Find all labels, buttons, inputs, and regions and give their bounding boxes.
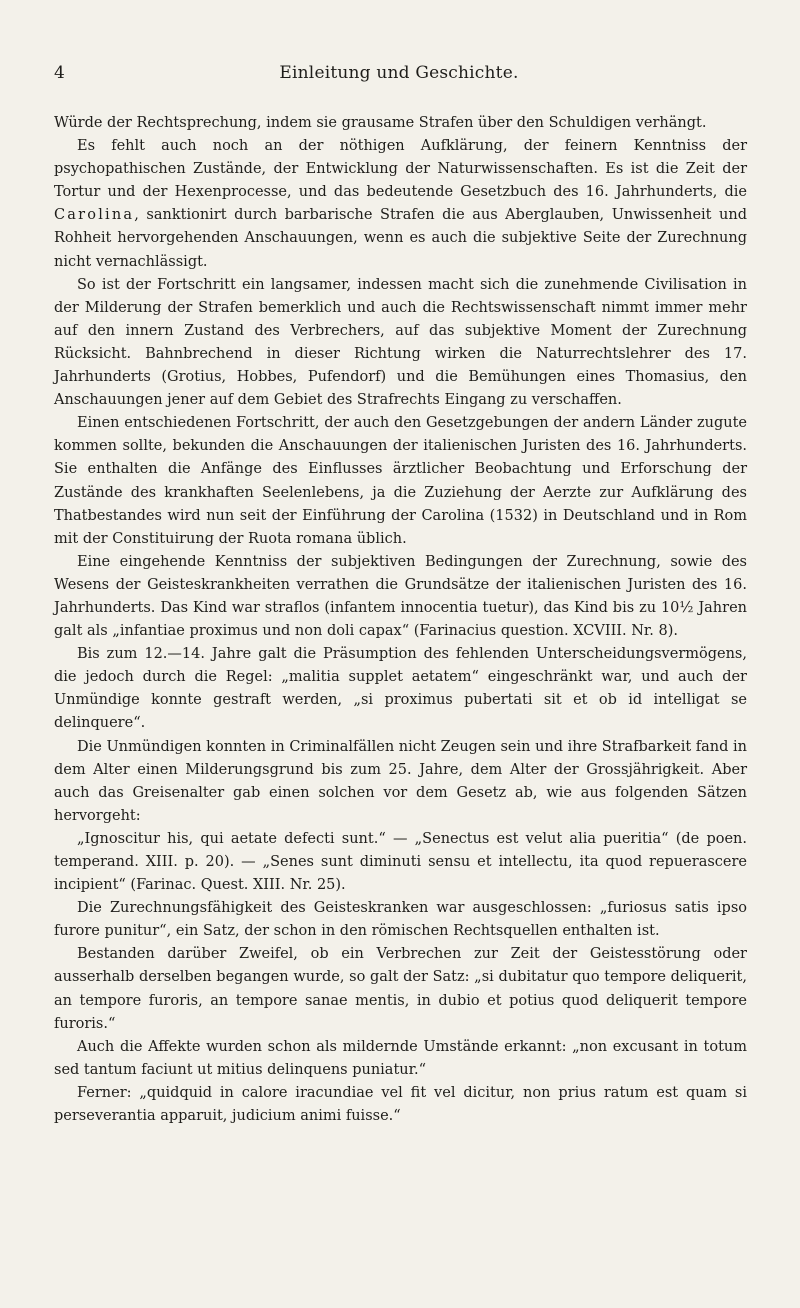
paragraph: Bis zum 12.—14. Jahre galt die Präsumption des fehlenden Unterscheidungsvermögens, die jedoch durch die Regel: „malitia supplet aetatem“ eingeschränkt war, und auch der Unmündige konnte gestraft werden, „si proximus pubertati sit et ob id intelligat se delinquere“.	[54, 646, 747, 732]
page-header	[54, 63, 744, 85]
paragraph: Ferner: „quidquid in calore iracundiae vel fit vel dicitur, non prius ratum est quam si perseverantia apparuit, judicium animi fuisse.“	[54, 1084, 747, 1125]
running-title: Einleitung und Geschichte.	[279, 63, 519, 83]
paragraph: Bestanden darüber Zweifel, ob ein Verbrechen zur Zeit der Geistesstörung oder ausserhalb derselben begangen wurde, so galt der Satz: „si dubitatur quo tempore deliquerit, an tempore furoris, an tempore sanae mentis, in dubio et potius quod deliquerit tempore furoris.“	[54, 946, 747, 1032]
text-run: Es fehlt auch noch an der nöthigen Aufklärung, der feinern Kenntniss der psychopathischen Zustände, der Entwicklung der Naturwissenschaften. Es ist die Zeit der Tortur und der Hexenprocesse, und das bedeutende Gesetzbuch des 16. Jahrhunderts, die	[54, 138, 747, 201]
paragraph: Würde der Rechtsprechung, indem sie grausame Strafen über den Schuldigen verhängt.	[54, 115, 707, 131]
paragraph: So ist der Fortschritt ein langsamer, indessen macht sich die zunehmende Civilisation in der Milderung der Strafen bemerklich und auch die Rechtswissenschaft nimmt immer mehr auf den innern Zustand des Verbrechers, auf das subjektive Moment der Zurechnung Rücksicht. Bahnbrechend in dieser Richtung wirken die Naturrechtslehrer des 17. Jahrhunderts (Grotius, Hobbes, Pufendorf) und die Bemühungen eines Thomasius, den Anschauungen jener auf dem Gebiet des Strafrechts Eingang zu verschaffen.	[54, 276, 747, 409]
paragraph: „Ignoscitur his, qui aetate defecti sunt.“ — „Senectus est velut alia pueritia“ (de poen. temperand. XIII. p. 20). — „Senes sunt diminuti sensu et intellectu, ita quod repuerascere incipient“ (Farinac. Quest. XIII. Nr. 25).	[54, 830, 747, 894]
paragraph: Einen entschiedenen Fortschritt, der auch den Gesetzgebungen der andern Länder zugute kommen sollte, bekunden die Anschauungen der italienischen Juristen des 16. Jahrhunderts. Sie enthalten die Anfänge des Einflusses ärztlicher Beobachtung und Erforschung der Zustände des krankhaften Seelenlebens, ja die Zuziehung der Aerzte zur Aufklärung des Thatbestandes wird nun seit der Einführung der Carolina (1532) in Deutschland und in Rom mit der Constituirung der Ruota romana üblich.	[54, 415, 747, 547]
emphasized-term: Carolina	[54, 207, 135, 224]
paragraph: Die Zurechnungsfähigkeit des Geisteskranken war ausgeschlossen: „furiosus satis ipso furore punitur“, ein Satz, der schon in den römischen Rechtsquellen enthalten ist.	[54, 900, 747, 940]
paragraph: Die Unmündigen konnten in Criminalfällen nicht Zeugen sein und ihre Strafbarkeit fand in dem Alter einen Milderungsgrund bis zum 25. Jahre, dem Alter der Grossjährigkeit. Aber auch das Greisenalter gab einen solchen vor dem Gesetz ab, wie aus folgenden Sätzen hervorgeht:	[54, 738, 747, 824]
text-run: , sanktionirt durch barbarische Strafen die aus Aberglauben, Unwissenheit und Rohheit hervorgehenden Anschauungen, wenn es auch die subjektive Seite der Zurechnung nicht vernachlässigt.	[54, 207, 747, 270]
paragraph: Eine eingehende Kenntniss der subjektiven Bedingungen der Zurechnung, sowie des Wesens der Geisteskrankheiten verrathen die Grundsätze der italienischen Juristen des 16. Jahrhunderts. Das Kind war straflos (infantem innocentia tuetur), das Kind bis zu 10½ Jahren galt als „infantiae proximus und non doli capax“ (Farinacius question. XCVIII. Nr. 8).	[54, 553, 747, 640]
body-text	[54, 112, 747, 1128]
paragraph	[54, 135, 747, 274]
page-number: 4	[54, 63, 65, 83]
paragraph: Auch die Affekte wurden schon als mildernde Umstände erkannt: „non excusant in totum sed tantum faciunt ut mitius delinquens puniatur.“	[54, 1038, 747, 1078]
